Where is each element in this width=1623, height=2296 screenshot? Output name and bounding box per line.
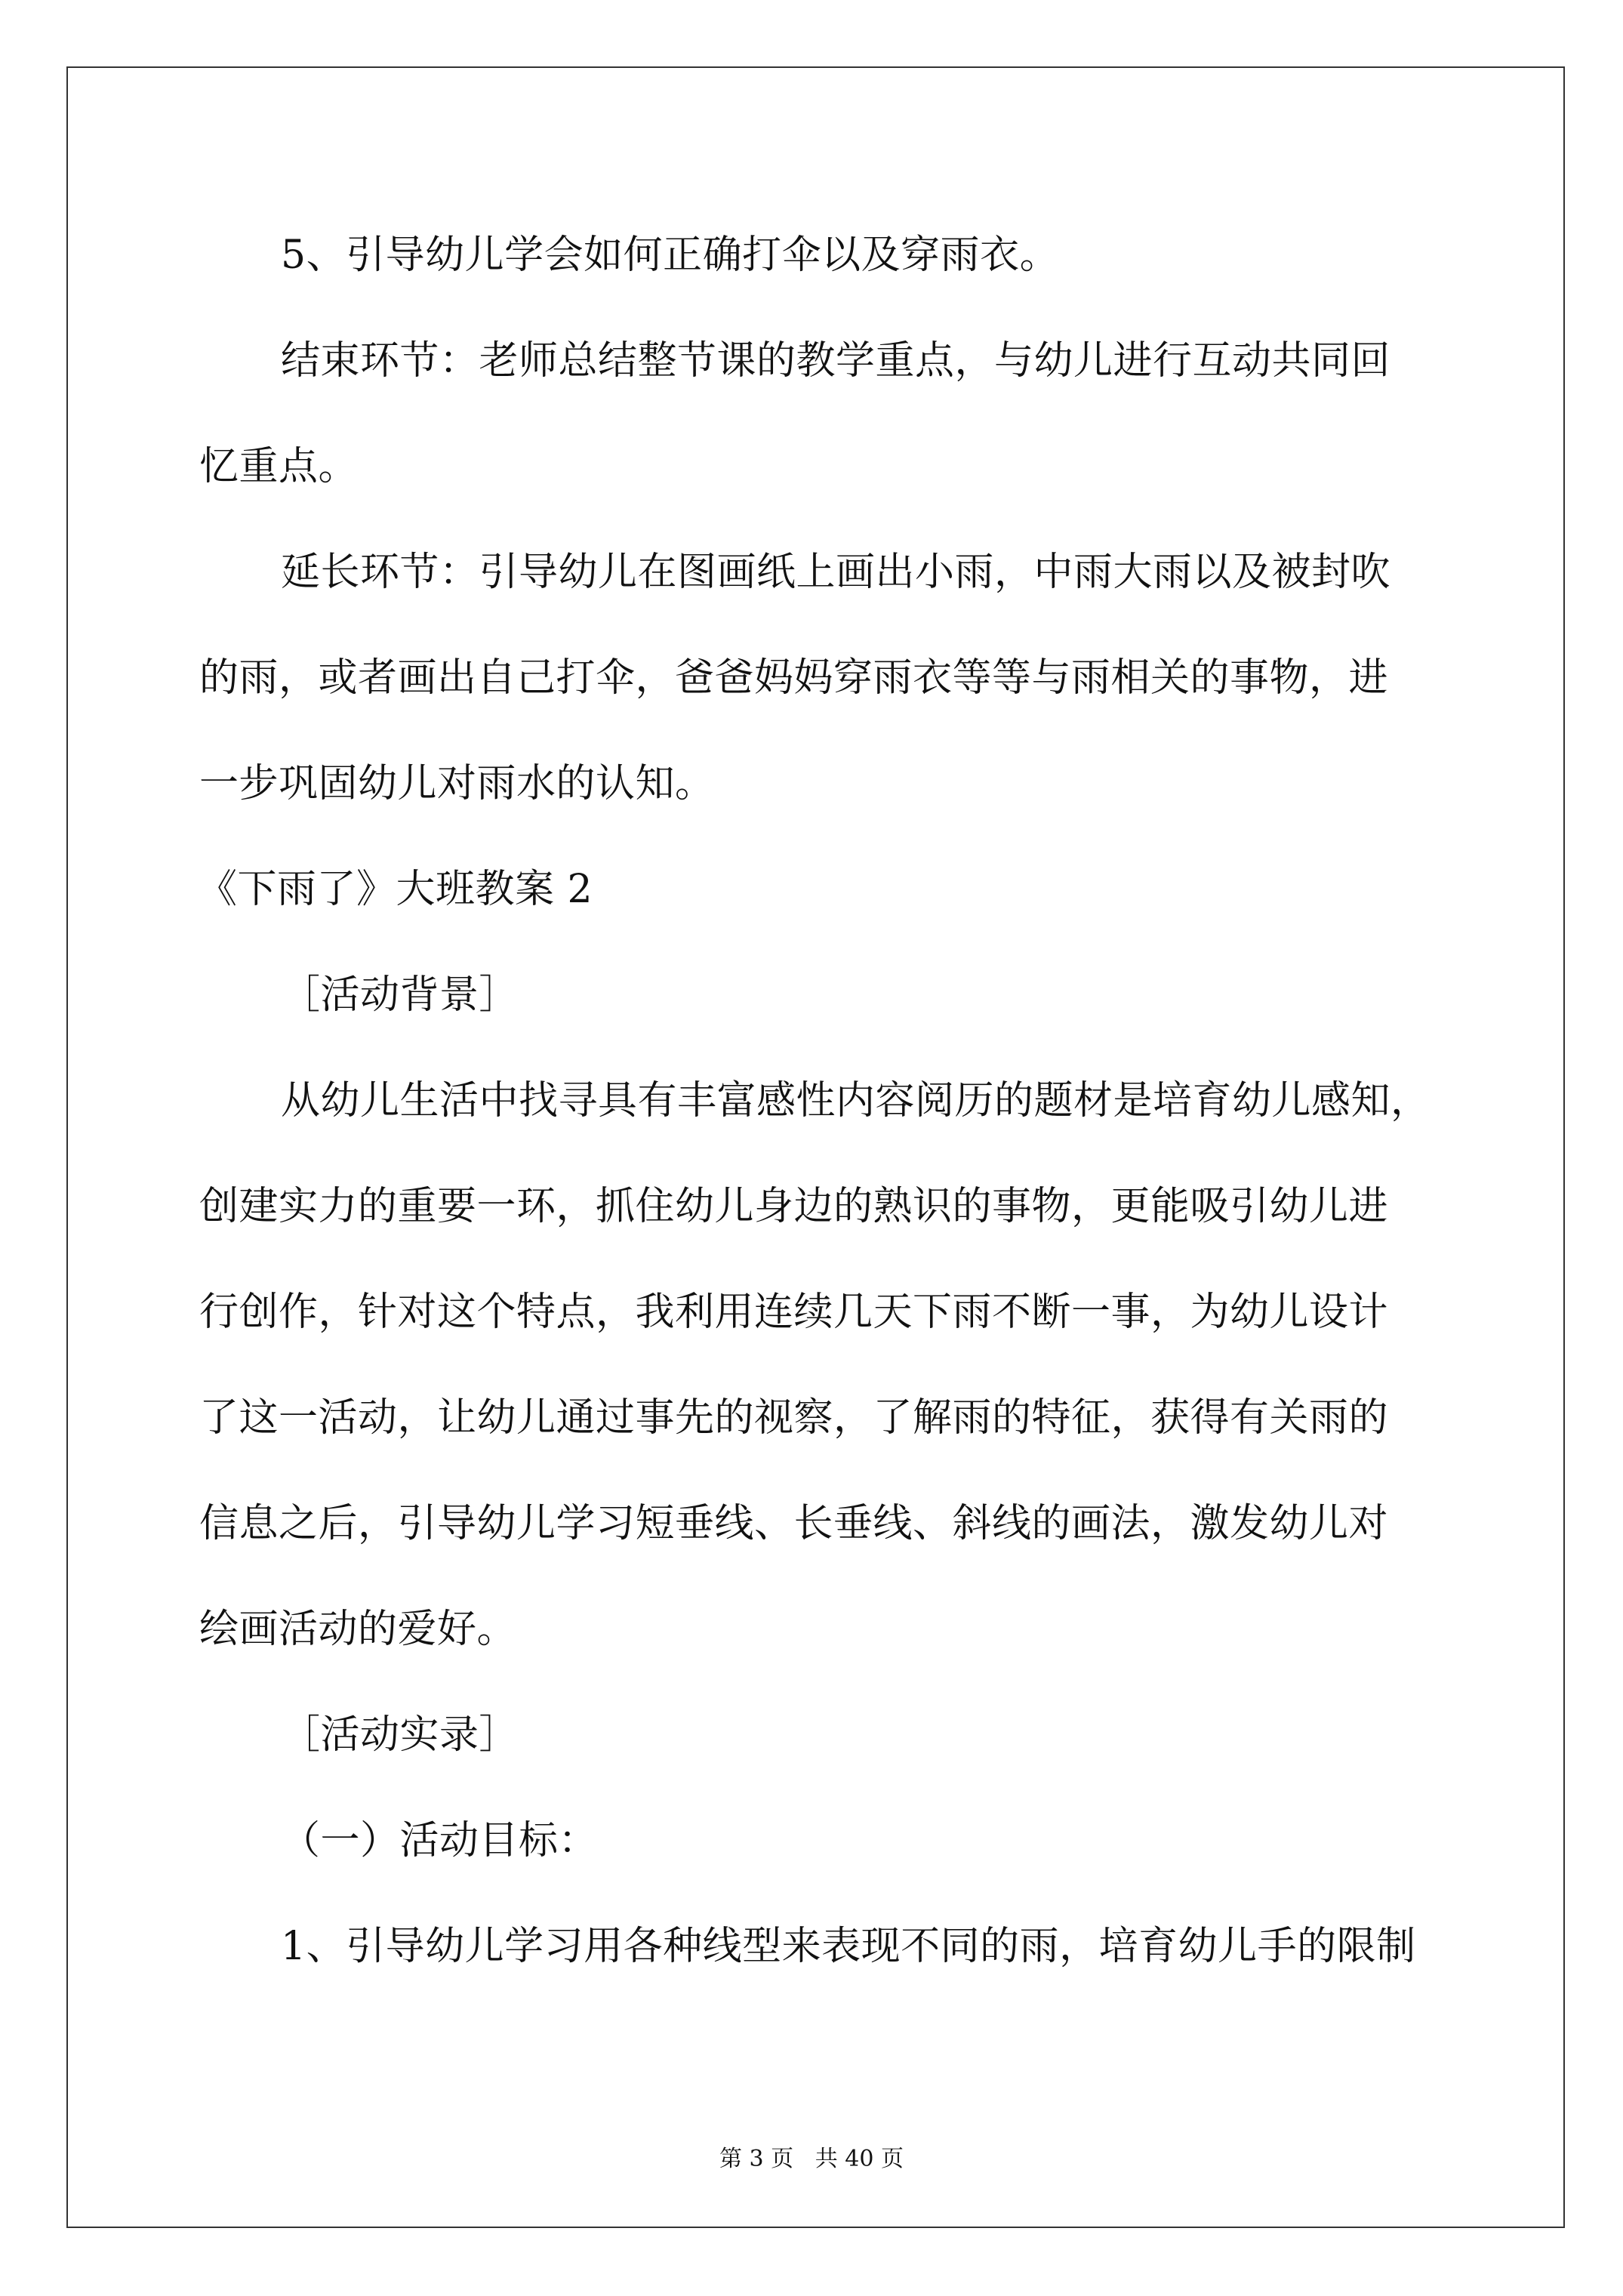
page-number-footer: 第 3 页 共 40 页 xyxy=(719,2146,904,2172)
paragraph-line: 一步巩固幼儿对雨水的认知。 xyxy=(199,761,715,806)
section-subheading: （一）活动目标： xyxy=(281,1818,599,1863)
paragraph-line: 信息之后，引导幼儿学习短垂线、长垂线、斜线的画法，激发幼儿对 xyxy=(199,1501,1389,1546)
paragraph-line: 的雨，或者画出自己打伞，爸爸妈妈穿雨衣等等与雨相关的事物，进 xyxy=(199,655,1389,701)
paragraph-line: 了这一活动，让幼儿通过事先的视察，了解雨的特征，获得有关雨的 xyxy=(199,1395,1389,1441)
section-heading: 《下雨了》大班教案 2 xyxy=(198,867,593,912)
paragraph-line: 绘画活动的爱好。 xyxy=(199,1607,517,1652)
paragraph-line: 结束环节：老师总结整节课的教学重点，与幼儿进行互动共同回 xyxy=(281,338,1391,384)
paragraph-line: 1、引导幼儿学习用各种线型来表现不同的雨，培育幼儿手的限制 xyxy=(281,1924,1416,1969)
section-subheading: ［活动背景］ xyxy=(281,972,519,1018)
paragraph-line: 从幼儿生活中找寻具有丰富感性内容阅历的题材是培育幼儿感知， xyxy=(281,1078,1431,1123)
paragraph-line: 行创作，针对这个特点，我利用连续几天下雨不断一事，为幼儿设计 xyxy=(199,1290,1389,1335)
page-border xyxy=(66,66,1565,2228)
paragraph-line: 5、引导幼儿学会如何正确打伞以及穿雨衣。 xyxy=(281,233,1060,278)
paragraph-line: 延长环节：引导幼儿在图画纸上画出小雨，中雨大雨以及被封吹 xyxy=(281,550,1391,595)
section-subheading: ［活动实录］ xyxy=(281,1712,519,1758)
paragraph-line: 创建实力的重要一环，抓住幼儿身边的熟识的事物，更能吸引幼儿进 xyxy=(199,1184,1389,1229)
paragraph-line: 忆重点。 xyxy=(199,444,359,489)
